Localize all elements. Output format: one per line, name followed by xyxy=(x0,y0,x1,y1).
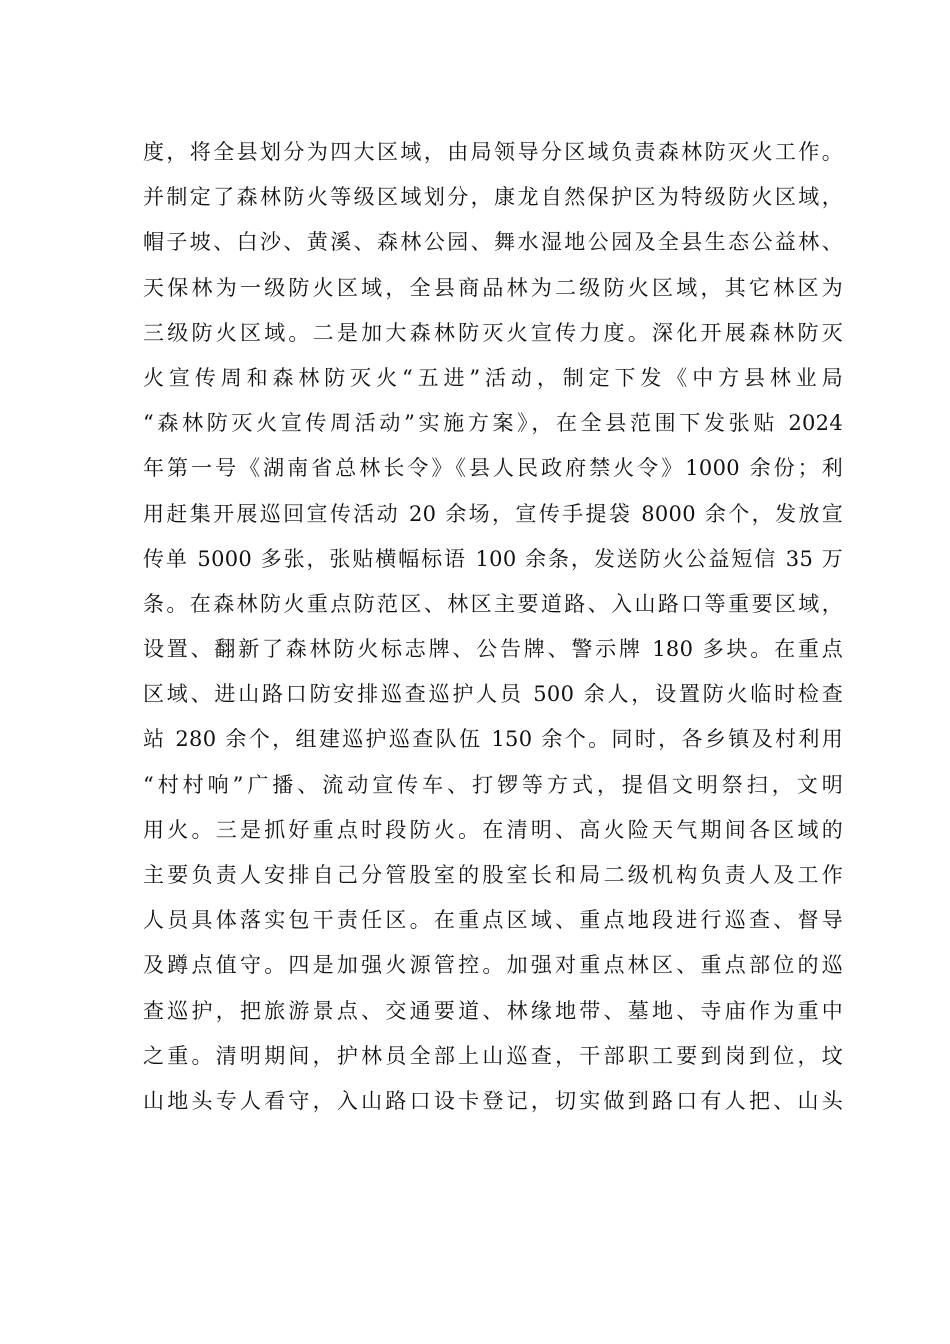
text-line-5: 三级防火区域。二是加大森林防灭火宣传力度。深化开展森林防灭 xyxy=(143,320,843,345)
text-line-21: 之重。清明期间，护林员全部上山巡查，干部职工要到岗到位，坟 xyxy=(143,1043,843,1068)
text-line-10: 传单 5000 多张，张贴横幅标语 100 余条，发送防火公益短信 35 万 xyxy=(143,546,843,571)
text-line-6: 火宣传周和森林防灭火“五进”活动，制定下发《中方县林业局 xyxy=(143,365,843,390)
text-line-13: 区域、进山路口防安排巡查巡护人员 500 余人，设置防火临时检查 xyxy=(143,682,843,707)
text-line-16: 用火。三是抓好重点时段防火。在清明、高火险天气期间各区域的 xyxy=(143,817,843,842)
text-line-1: 度，将全县划分为四大区域，由局领导分区域负责森林防灭火工作。 xyxy=(143,140,843,164)
text-line-4: 天保林为一级防火区域，全县商品林为二级防火区域，其它林区为 xyxy=(143,275,843,300)
text-line-15: “村村响”广播、流动宣传车、打锣等方式，提倡文明祭扫，文明 xyxy=(143,772,843,797)
text-line-12: 设置、翻新了森林防火标志牌、公告牌、警示牌 180 多块。在重点 xyxy=(143,637,843,662)
text-line-9: 用赶集开展巡回宣传活动 20 余场，宣传手提袋 8000 余个，发放宣 xyxy=(143,501,843,526)
text-line-8: 年第一号《湖南省总林长令》《县人民政府禁火令》1000 余份；利 xyxy=(143,456,843,481)
text-line-20: 查巡护，把旅游景点、交通要道、林缘地带、墓地、寺庙作为重中 xyxy=(143,998,843,1023)
body-paragraph xyxy=(143,130,843,1124)
text-line-2: 并制定了森林防火等级区域划分，康龙自然保护区为特级防火区域， xyxy=(143,185,843,210)
text-line-17: 主要负责人安排自己分管股室的股室长和局二级机构负责人及工作 xyxy=(143,863,843,887)
text-line-22: 山地头专人看守，入山路口设卡登记，切实做到路口有人把、山头 xyxy=(143,1088,843,1113)
text-line-18: 人员具体落实包干责任区。在重点区域、重点地段进行巡查、督导 xyxy=(143,908,843,933)
text-line-7: “森林防灭火宣传周活动”实施方案》，在全县范围下发张贴 2024 xyxy=(143,411,843,436)
text-line-14: 站 280 余个，组建巡护巡查队伍 150 余个。同时，各乡镇及村利用 xyxy=(143,727,843,752)
text-line-19: 及蹲点值守。四是加强火源管控。加强对重点林区、重点部位的巡 xyxy=(143,953,843,978)
text-line-3: 帽子坡、白沙、黄溪、森林公园、舞水湿地公园及全县生态公益林、 xyxy=(143,230,843,255)
text-line-11: 条。在森林防火重点防范区、林区主要道路、入山路口等重要区域， xyxy=(143,591,843,616)
